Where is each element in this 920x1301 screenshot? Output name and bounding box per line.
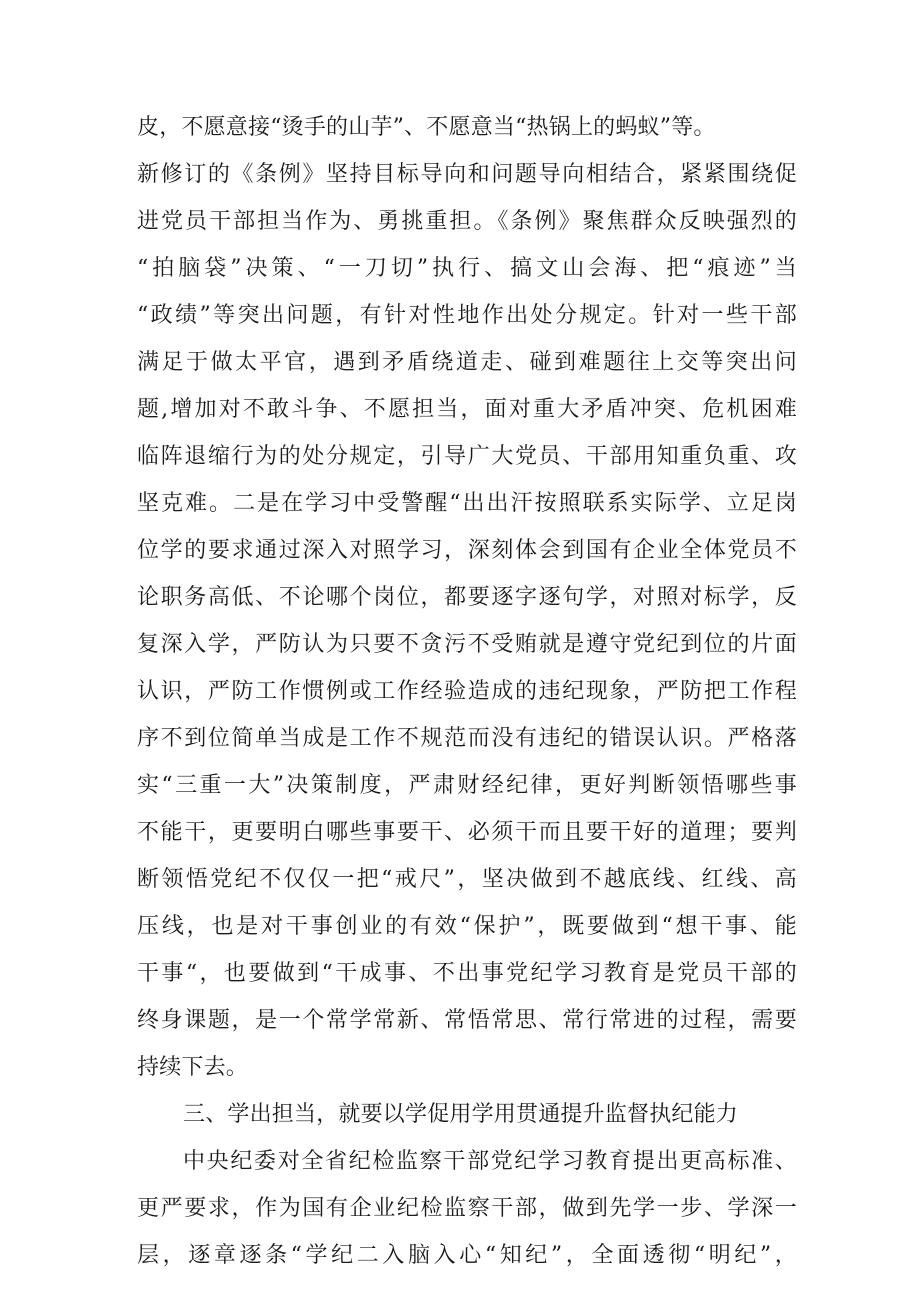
text-line: 认识，严防工作惯例或工作经验造成的违纪现象，严防把工作程 <box>137 679 797 704</box>
text-line: 皮，不愿意接“烫手的山芋”、不愿意当“热锅上的蚂蚁”等。 <box>137 115 716 140</box>
text-line: 压线，也是对干事创业的有效“保护”，既要做到“想干事、能 <box>137 914 797 939</box>
text-line: 位学的要求通过深入对照学习，深刻体会到国有企业全体党员不 <box>137 538 797 563</box>
section-heading: 三、学出担当，就要以学促用学用贯通提升监督执纪能力 <box>183 1102 739 1127</box>
text-line: 题,增加对不敢斗争、不愿担当，面对重大矛盾冲突、危机困难 <box>137 397 797 422</box>
text-line: 进党员干部担当作为、勇挑重担。《条例》聚焦群众反映强烈的 <box>137 209 797 234</box>
text-line: 满足于做太平官，遇到矛盾绕道走、碰到难题往上交等突出问 <box>137 350 797 375</box>
text-line: 临阵退缩行为的处分规定，引导广大党员、干部用知重负重、攻 <box>137 444 797 469</box>
text-line: “政绩”等突出问题，有针对性地作出处分规定。针对一些干部 <box>137 303 797 328</box>
text-line: “拍脑袋”决策、“一刀切”执行、搞文山会海、把“痕迹”当 <box>137 256 797 281</box>
text-line: 终身课题，是一个常学常新、常悟常思、常行常进的过程，需要 <box>137 1008 797 1033</box>
text-line: 层，逐章逐条“学纪二入脑入心“知纪”，全面透彻“明纪”， <box>137 1243 797 1268</box>
text-line: 不能干，更要明白哪些事要干、必须干而且要干好的道理；要判 <box>137 820 797 845</box>
text-line: 持续下去。 <box>137 1055 249 1080</box>
text-line: 实“三重一大”决策制度，严肃财经纪律，更好判断领悟哪些事 <box>137 773 797 798</box>
text-line: 复深入学，严防认为只要不贪污不受贿就是遵守党纪到位的片面 <box>137 632 797 657</box>
text-line: 中央纪委对全省纪检监察干部党纪学习教育提出更高标准、 <box>183 1149 797 1174</box>
text-line: 坚克难。二是在学习中受警醒“出出汗按照联系实际学、立足岗 <box>137 491 797 516</box>
text-line: 干事“，也要做到“干成事、不出事党纪学习教育是党员干部的 <box>137 961 797 986</box>
text-line: 新修订的《条例》坚持目标导向和问题导向相结合，紧紧围绕促 <box>137 162 797 187</box>
text-line: 断领悟党纪不仅仅一把“戒尺”，坚决做到不越底线、红线、高 <box>137 867 797 892</box>
text-line: 序不到位简单当成是工作不规范而没有违纪的错误认识。严格落 <box>137 726 797 751</box>
text-line: 论职务高低、不论哪个岗位，都要逐字逐句学，对照对标学，反 <box>137 585 797 610</box>
text-line: 更严要求，作为国有企业纪检监察干部，做到先学一步、学深一 <box>137 1196 797 1221</box>
